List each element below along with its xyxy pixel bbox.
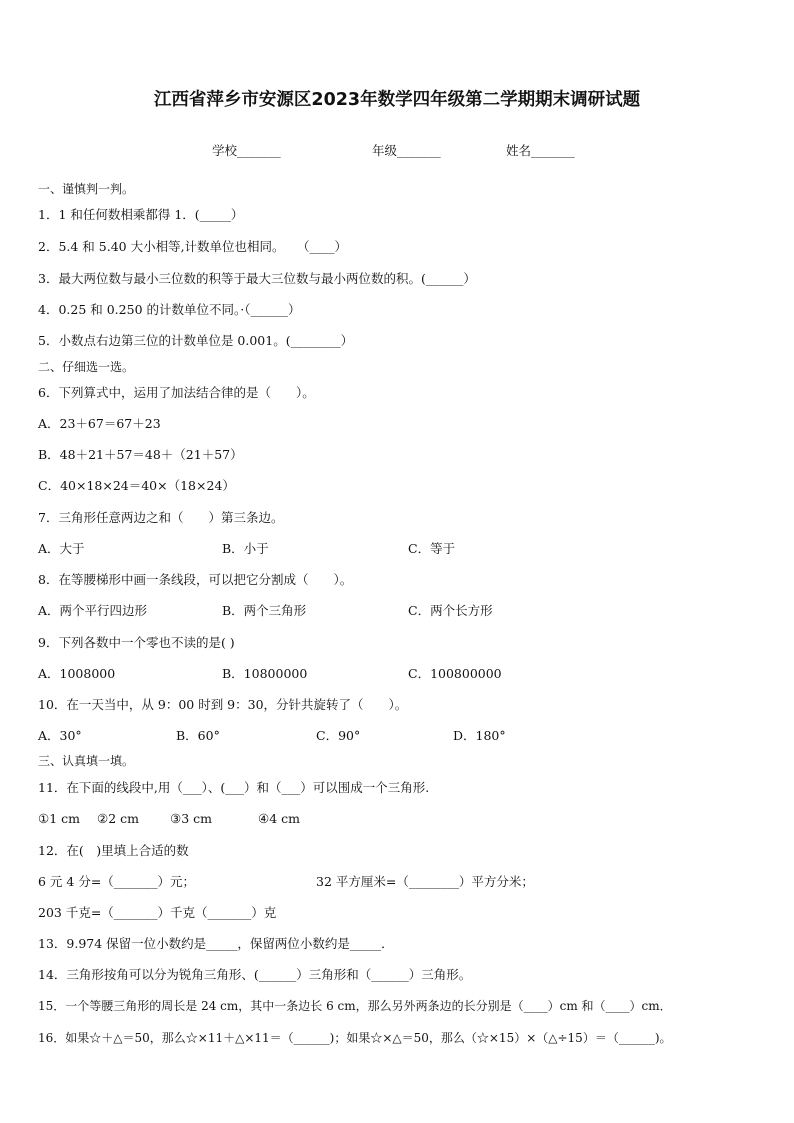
question-16: 16．如果☆＋△＝50，那么☆×11＋△×11＝（______)；如果☆×△＝50，那么（☆×15）×（△÷15）＝（______)。 xyxy=(38,1031,672,1045)
option-b: B．两个三角形 xyxy=(222,603,307,618)
question-10: 10．在一天当中，从 9：00 时到 9：30，分针共旋转了（ ）。 xyxy=(38,697,408,712)
question-9: 9．下列各数中一个零也不读的是( ) xyxy=(38,635,235,650)
fill-item: 6 元 4 分=（_______）元； xyxy=(38,874,196,889)
option-a: A．大于 xyxy=(38,541,85,556)
option-a: A．两个平行四边形 xyxy=(38,603,148,618)
question-15: 15．一个等腰三角形的周长是 24 cm，其中一条边长 6 cm，那么另外两条边的长分别是（____）cm 和（____）cm． xyxy=(38,999,672,1013)
question-2: 2．5.4 和 5.40 大小相等,计数单位也相同。 （____） xyxy=(38,239,348,254)
option-c: C．100800000 xyxy=(408,666,502,681)
question-5: 5．小数点右边第三位的计数单位是 0.001。(________） xyxy=(38,333,354,348)
question-4: 4．0.25 和 0.250 的计数单位不同。·（______） xyxy=(38,302,301,317)
option-b: B．10800000 xyxy=(222,666,308,681)
section-heading: 二、仔细选一选。 xyxy=(38,360,135,374)
option-b: B．60° xyxy=(176,728,220,743)
question-13: 13．9.974 保留一位小数约是_____，保留两位小数约是_____． xyxy=(38,936,394,951)
option-a: A．23＋67＝67＋23 xyxy=(38,416,161,431)
section-heading: 一、谨慎判一判。 xyxy=(38,182,135,196)
section-heading: 三、认真填一填。 xyxy=(38,754,135,768)
question-1: 1．1 和任何数相乘都得 1．(_____） xyxy=(38,207,244,222)
question-7: 7．三角形任意两边之和（ ）第三条边。 xyxy=(38,510,284,525)
page-title: 江西省萍乡市安源区2023年数学四年级第二学期期末调研试题 xyxy=(153,90,641,110)
fill-item: 32 平方厘米=（________）平方分米； xyxy=(316,874,534,889)
option-2: ②2 cm xyxy=(97,811,139,826)
name-field: 姓名_______ xyxy=(506,143,575,158)
option-1: ①1 cm xyxy=(38,811,80,826)
school-field: 学校_______ xyxy=(212,143,281,158)
option-4: ④4 cm xyxy=(258,811,300,826)
question-3: 3．最大两位数与最小三位数的积等于最大三位数与最小两位数的积。(______） xyxy=(38,271,476,286)
option-c: C．等于 xyxy=(408,541,456,556)
grade-field: 年级_______ xyxy=(372,143,441,158)
question-6: 6．下列算式中，运用了加法结合律的是（ ）。 xyxy=(38,385,315,400)
question-8: 8．在等腰梯形中画一条线段，可以把它分割成（ ）。 xyxy=(38,572,353,587)
question-12: 12．在( )里填上合适的数 xyxy=(38,843,189,858)
option-c: C．两个长方形 xyxy=(408,603,493,618)
option-3: ③3 cm xyxy=(170,811,212,826)
question-14: 14．三角形按角可以分为锐角三角形、(______）三角形和（______）三角形。 xyxy=(38,967,472,982)
option-b: B．48＋21＋57＝48＋（21＋57） xyxy=(38,447,243,462)
option-d: D．180° xyxy=(453,728,506,743)
option-c: C．90° xyxy=(316,728,361,743)
option-c: C．40×18×24＝40×（18×24） xyxy=(38,478,235,493)
option-a: A．1008000 xyxy=(38,666,116,681)
question-11: 11．在下面的线段中,用（___）、(___）和（___）可以围成一个三角形. xyxy=(38,780,430,795)
option-a: A．30° xyxy=(38,728,82,743)
option-b: B．小于 xyxy=(222,541,269,556)
fill-item: 203 千克=（_______）千克（_______）克 xyxy=(38,905,277,920)
